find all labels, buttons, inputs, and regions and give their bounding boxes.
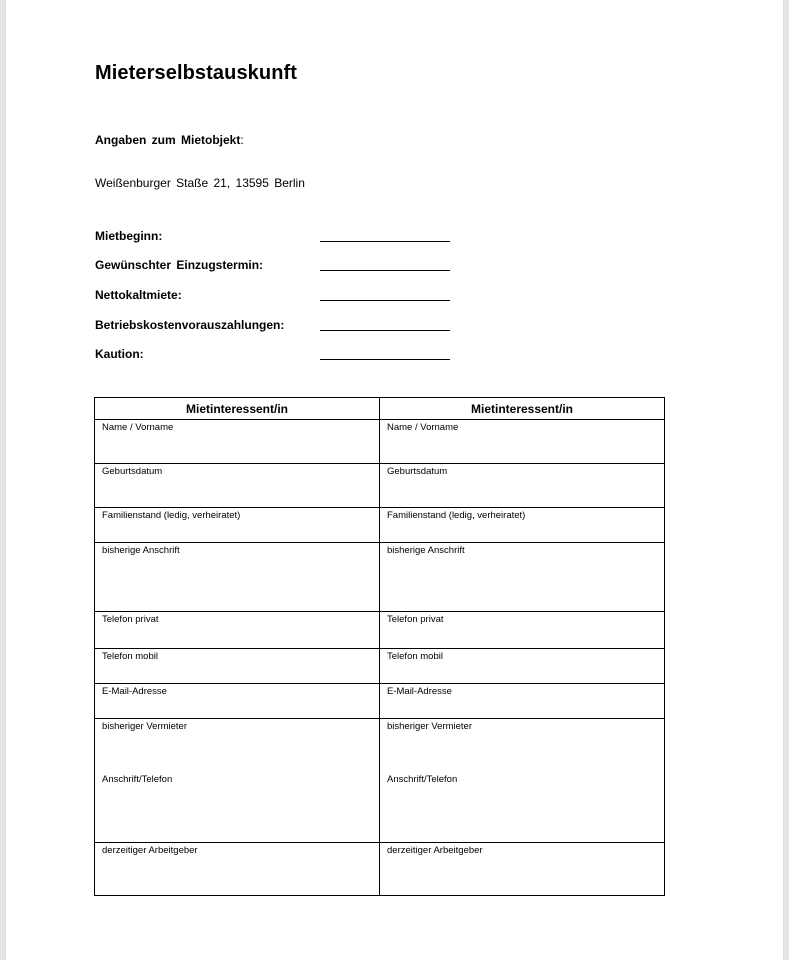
table-cell[interactable] — [380, 420, 665, 464]
table-cell[interactable] — [95, 843, 380, 896]
tenant-info-table — [94, 397, 665, 896]
document-page — [6, 0, 783, 960]
table-cell[interactable] — [380, 543, 665, 612]
field-blank-line[interactable] — [320, 270, 450, 271]
table-row — [95, 719, 665, 843]
table-cell[interactable] — [95, 612, 380, 649]
table-row — [95, 464, 665, 508]
field-blank-line[interactable] — [320, 359, 450, 360]
table-cell[interactable] — [380, 684, 665, 719]
table-cell[interactable] — [95, 508, 380, 543]
field-label: Kaution: — [95, 347, 144, 361]
document-title: Mieterselbstauskunft — [95, 62, 298, 84]
cell-label: bisherige Anschrift — [102, 545, 180, 556]
table-cell[interactable] — [95, 649, 380, 684]
field-nettokaltmiete — [95, 288, 475, 306]
rental-object-heading — [95, 133, 244, 147]
table-cell[interactable] — [380, 719, 665, 843]
field-blank-line[interactable] — [320, 241, 450, 242]
field-blank-line[interactable] — [320, 300, 450, 301]
table-cell[interactable] — [95, 684, 380, 719]
column-header-tenant-2: Mietinteressent/in — [380, 398, 665, 420]
field-betriebskosten — [95, 318, 475, 336]
table-cell[interactable] — [95, 543, 380, 612]
table-row — [95, 684, 665, 719]
table-row — [95, 612, 665, 649]
cell-sublabel: Anschrift/Telefon — [387, 774, 458, 785]
cell-label: E-Mail-Adresse — [387, 686, 452, 697]
table-cell[interactable] — [380, 464, 665, 508]
table-row — [95, 508, 665, 543]
field-label: Gewünschter Einzugstermin: — [95, 258, 264, 272]
table-cell[interactable] — [95, 464, 380, 508]
cell-label: E-Mail-Adresse — [102, 686, 167, 697]
table-cell[interactable] — [380, 649, 665, 684]
cell-label: Familienstand (ledig, verheiratet) — [387, 510, 526, 521]
cell-label: Familienstand (ledig, verheiratet) — [102, 510, 241, 521]
field-blank-line[interactable] — [320, 330, 450, 331]
table-cell[interactable] — [380, 843, 665, 896]
field-label: Mietbeginn: — [95, 229, 163, 243]
rental-object-address: Weißenburger Staße 21, 13595 Berlin — [95, 176, 305, 190]
cell-label: Geburtsdatum — [387, 466, 448, 477]
table-row — [95, 649, 665, 684]
field-einzugstermin — [95, 258, 475, 276]
cell-label: bisheriger Vermieter — [387, 721, 473, 732]
cell-label: Telefon privat — [102, 614, 159, 625]
table-cell[interactable] — [95, 420, 380, 464]
cell-label: Telefon mobil — [387, 651, 443, 662]
field-mietbeginn — [95, 229, 475, 247]
cell-label: Name / Vorname — [102, 422, 174, 433]
cell-sublabel: Anschrift/Telefon — [102, 774, 173, 785]
table-cell[interactable] — [95, 719, 380, 843]
table-row — [95, 420, 665, 464]
cell-label: derzeitiger Arbeitgeber — [102, 845, 198, 856]
table-header-row — [95, 398, 665, 420]
rental-object-label: Angaben zum Mietobjekt — [95, 133, 241, 147]
table-cell[interactable] — [380, 612, 665, 649]
column-header-tenant-1: Mietinteressent/in — [95, 398, 380, 420]
table-row — [95, 843, 665, 896]
field-label: Nettokaltmiete: — [95, 288, 182, 302]
cell-label: Telefon privat — [387, 614, 444, 625]
cell-label: Name / Vorname — [387, 422, 459, 433]
table-cell[interactable] — [380, 508, 665, 543]
field-kaution — [95, 347, 475, 365]
cell-label: Geburtsdatum — [102, 466, 163, 477]
cell-label: derzeitiger Arbeitgeber — [387, 845, 483, 856]
rental-object-colon: : — [240, 133, 244, 147]
table-row — [95, 543, 665, 612]
cell-label: Telefon mobil — [102, 651, 158, 662]
cell-label: bisheriger Vermieter — [102, 721, 188, 732]
field-label: Betriebskostenvorauszahlungen: — [95, 318, 285, 332]
cell-label: bisherige Anschrift — [387, 545, 465, 556]
